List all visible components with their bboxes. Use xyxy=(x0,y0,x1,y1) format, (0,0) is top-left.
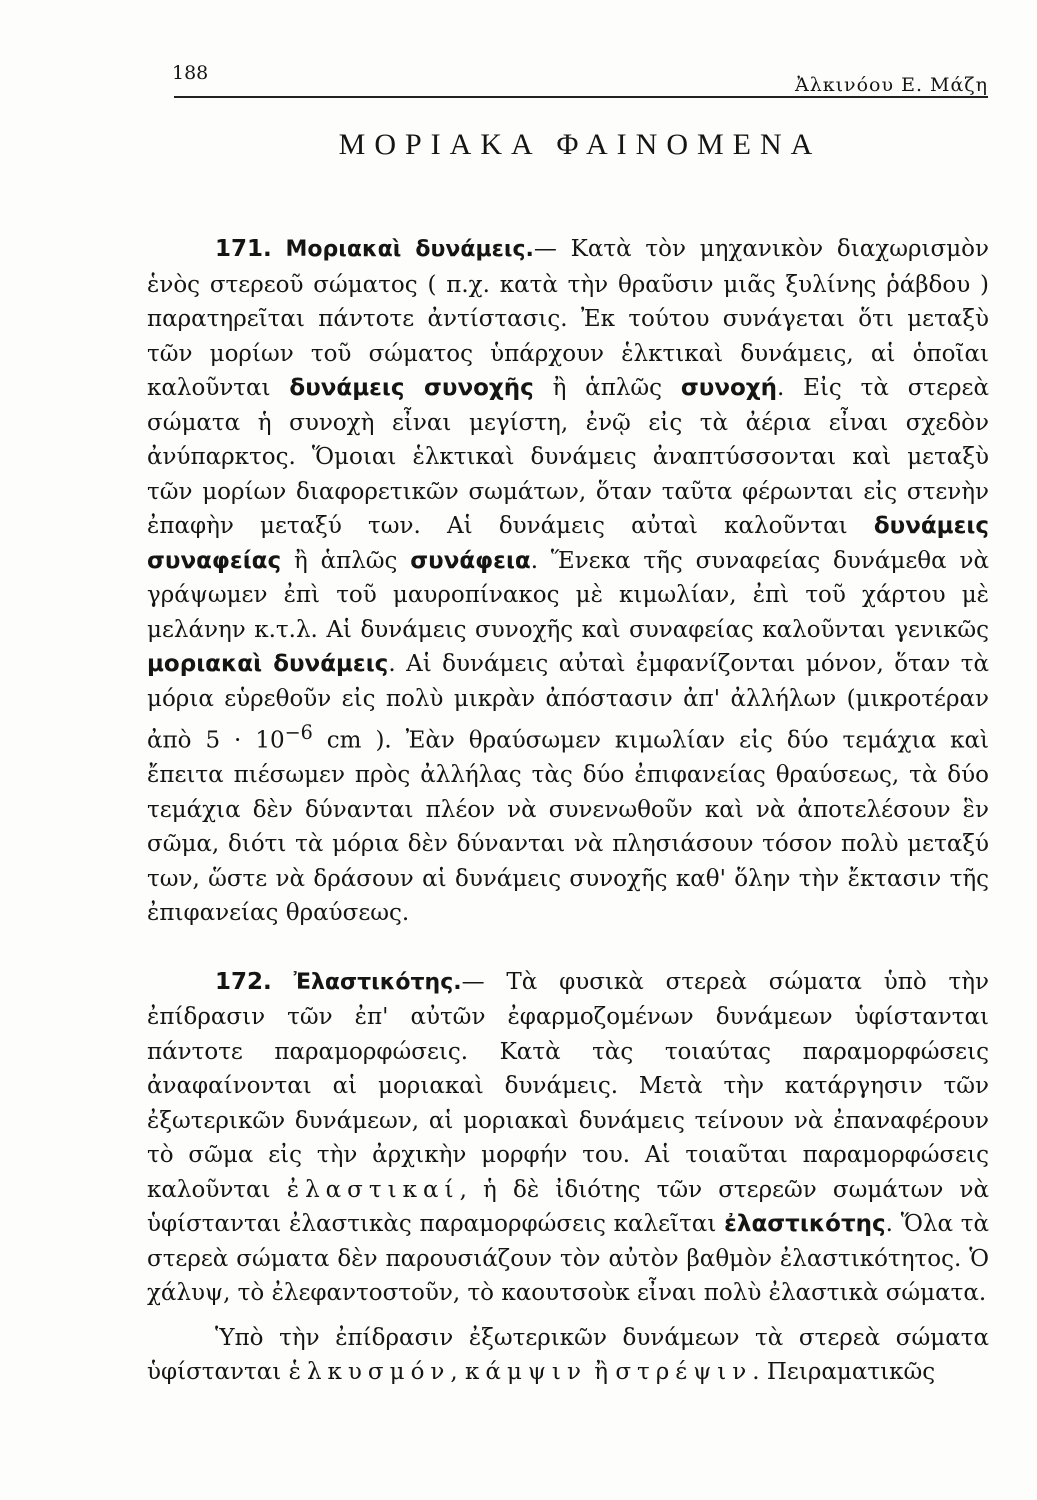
paragraph-deformations xyxy=(147,1321,989,1390)
header-rule xyxy=(174,96,988,98)
text-run: . Αἱ δυνάμεις αὐταὶ ἐμφανίζονται μόνον, ὅταν τὰ μόρια εὑρεθοῦν εἰς πολὺ μικρὰν ἀπόστασιν ἀπ' ἀλλήλων (μικροτέραν ἀπὸ 5 · 10 xyxy=(147,651,990,754)
body-text xyxy=(147,232,989,1390)
term-molecular-forces: μοριακαὶ δυνάμεις xyxy=(147,651,389,677)
text-run: ἢ ἁπλῶς xyxy=(281,547,411,574)
text-run: . Ὅλα τὰ στερεὰ σώματα δὲν παρουσιάζουν τὸν αὐτὸν βαθμὸν ἐλαστικότητος. Ὁ χάλυψ, τὸ ἐλεφαντοστοῦν, τὸ καουτσοὺκ εἶναι πολὺ ἐλαστικὰ σώματα. xyxy=(147,1211,990,1307)
page-header xyxy=(172,58,988,94)
text-run: — Κατὰ τὸν μηχανικὸν διαχωρισμὸν ἑνὸς στερεοῦ σώματος ( π.χ. κατὰ τὴν θραῦσιν μιᾶς ξυλίνης ῥάβδου ) παρατηρεῖται πάντοτε ἀντίστασις. Ἐκ τούτου συνάγεται ὅτι μεταξὺ τῶν μορίων τοῦ σώματος ὑπάρχουν ἑλκτικαὶ δυνάμεις, αἱ ὁποῖαι καλοῦνται xyxy=(147,236,989,401)
text-run: — Τὰ φυσικὰ στερεὰ σώματα ὑπὸ τὴν ἐπίδρασιν τῶν ἐπ' αὐτῶν ἐφαρμοζομένων δυνάμεων ὑφίστανται πάντοτε παραμορφώσεις. Κατὰ τὰς τοιαύτας παραμορφώσεις ἀναφαίνονται αἱ μοριακαὶ δυνάμεις. Μετὰ τὴν κατάργησιν τῶν ἐξωτερικῶν δυνάμεων, αἱ μοριακαὶ δυνάμεις τείνουν νὰ ἐπαναφέρουν τὸ σῶμα εἰς τὴν ἀρχικὴν μορφήν του. Αἱ τοιαῦται παραμορφώσεις καλοῦνται xyxy=(147,968,989,1203)
term-cohesion-forces: δυνάμεις συνοχῆς xyxy=(289,375,534,401)
text-run: . Πειραματικῶς xyxy=(752,1359,936,1386)
running-head: Ἀλκινόου Ε. Μάζη xyxy=(794,74,988,96)
term-cohesion: συνοχή xyxy=(680,375,777,401)
page-number: 188 xyxy=(172,62,209,84)
text-run: Ὑπὸ τὴν ἐπίδρασιν ἐξωτερικῶν δυνάμεων τὰ στερεὰ σώματα ὑφίστανται xyxy=(147,1324,989,1386)
term-adhesion-forces: δυνάμεις συναφείας xyxy=(147,513,989,574)
term-bending: κάμψιν xyxy=(465,1359,587,1386)
section-title: Ἐλαστικότης. xyxy=(293,969,462,995)
term-elasticity: ἐλαστικότης xyxy=(724,1211,886,1238)
term-torsion: στρέψιν xyxy=(615,1359,753,1386)
paragraph-section-172 xyxy=(147,965,989,1311)
section-number: 172. xyxy=(215,968,272,995)
text-run: , ἡ δὲ ἰδιότης τῶν στερεῶν σωμάτων νὰ ὑφίστανται ἐλαστικὰς παραμορφώσεις καλεῖται xyxy=(147,1176,989,1238)
chapter-title: ΜΟΡΙΑΚΑ ΦΑΙΝΟΜΕΝΑ xyxy=(338,128,822,161)
term-elastic: ἐλαστικαί xyxy=(286,1176,460,1203)
text-run: , xyxy=(450,1359,466,1386)
text-run: ἢ ἁπλῶς xyxy=(533,375,681,401)
text-run: . Εἰς τὰ στερεὰ σώματα ἡ συνοχὴ εἶναι μεγίστη, ἐνῷ εἰς τὰ ἀέρια εἶναι σχεδὸν ἀνύπαρκτος. Ὅμοιαι ἑλκτικαὶ δυνάμεις ἀναπτύσσονται καὶ μεταξὺ τῶν μορίων διαφορετικῶν σωμάτων, ὅταν ταῦτα φέρωνται εἰς στενὴν ἐπαφὴν μεταξύ των. Αἱ δυνάμεις αὐταὶ καλοῦνται xyxy=(147,375,990,539)
section-number: 171. xyxy=(215,236,272,262)
exponent: −6 xyxy=(284,721,313,744)
text-run: . Ἕνεκα τῆς συναφείας δυνάμεθα νὰ γράψωμεν ἐπὶ τοῦ μαυροπίνακος μὲ κιμωλίαν, ἐπὶ τοῦ χάρτου μὲ μελάνην κ.τ.λ. Αἱ δυνάμεις συνοχῆς καὶ συναφείας καλοῦνται γενικῶς xyxy=(147,547,989,643)
text-run: cm ). Ἐὰν θραύσωμεν κιμωλίαν εἰς δύο τεμάχια καὶ ἔπειτα πιέσωμεν πρὸς ἀλλήλας τὰς δύο ἐπιφανείας θραύσεως, τὰ δύο τεμάχια δὲν δύνανται πλέον νὰ συνενωθοῦν καὶ νὰ ἀποτελέσουν ἓν σῶμα, διότι τὰ μόρια δὲν δύνανται νὰ πλησιάσουν τόσον πολὺ μεταξύ των, ὥστε νὰ δράσουν αἱ δυνάμεις συνοχῆς καθ' ὅλην τὴν ἔκτασιν τῆς ἐπιφανείας θραύσεως. xyxy=(147,727,989,927)
term-adhesion: συνάφεια xyxy=(410,547,531,574)
term-tension: ἑλκυσμόν xyxy=(288,1359,451,1386)
paragraph-section-171 xyxy=(147,232,989,931)
section-title: Μοριακαὶ δυνάμεις. xyxy=(285,237,534,262)
text-run: ἢ xyxy=(586,1359,616,1386)
